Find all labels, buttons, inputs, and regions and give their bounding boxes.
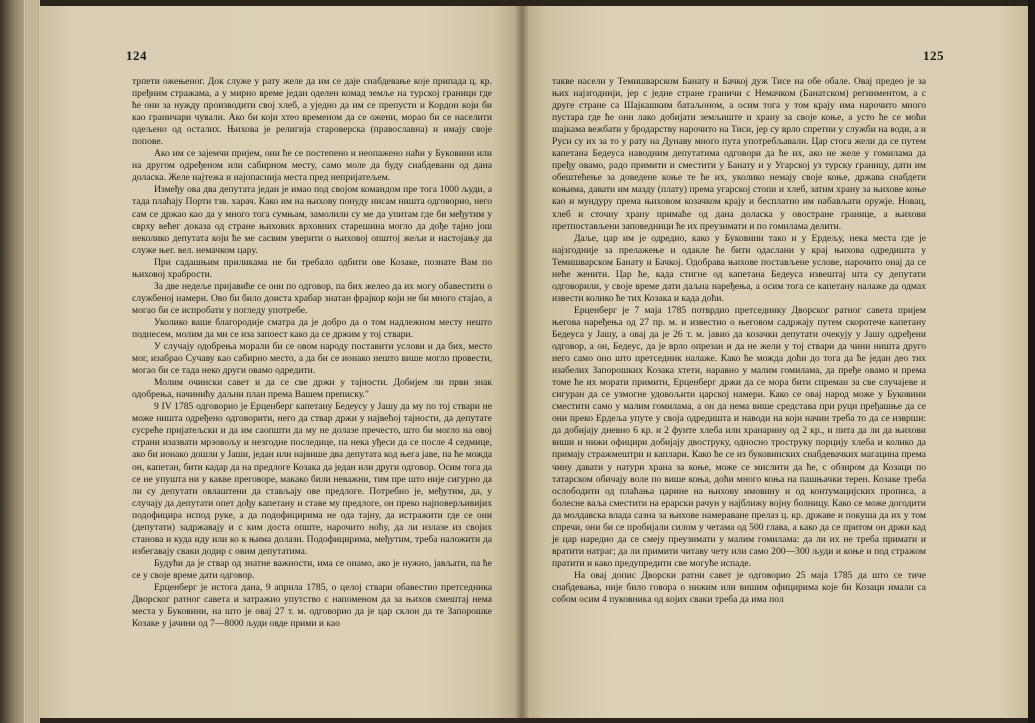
paragraph: Будући да је ствар од знатне важности, има се онамо, ако је нужно, јављати, па ће се у своје време дати одговор.	[132, 557, 492, 581]
paragraph: трпети ожењеног. Док служе у рату желе да им се даје снабдевање које припада ц. кр. пређним стражама, а у мирно време један оделен комад земље на турској граници где ће они за нужду производити свој хлеб, а уједно да им се препусти и Кордон који би као граничари чували. Ако би који хтео временом да се ожени, мораo би се населити одељено од осталих. Њихова је религија староверска (православна) и имају своје попове.	[132, 76, 492, 148]
left-page-number: 124	[126, 48, 147, 63]
paragraph: Ерценберг је истога дана, 9 априла 1785, о целој ствари обавестио претседника Дворског ратног савета и затражио упутство с напоменом да за њихов смештај нема места у Буковини, на што је овај 27 т. м. одговорио да је цар склон да те Запорошке Козаке у јачини од 7—8000 људи овде прими и као	[132, 581, 492, 630]
paragraph: Ако им се зајемчи пријем, они ће се постепено и неопажено наћи у Буковини или на другом одређеном или сабирном месту, само моле да буду снабдевани од дана доласка. Желе најтежа и најопаснија места пред непријатељем.	[132, 148, 492, 184]
background-edge	[1028, 0, 1035, 723]
paragraph: За две недеље пријавиће се они по одговор, па бих желео да их могу обавестити о службеној намери. Ово би било доиста храбар знатан фрајкор који не би много стајао, а могао би се испробати у погледу употребе.	[132, 280, 492, 316]
right-page	[522, 6, 1028, 718]
left-page-text	[132, 76, 492, 630]
left-page	[40, 6, 522, 718]
right-page-text	[552, 76, 926, 606]
paragraph: Између ова два депутата један је имао под својом командом пре тога 1000 људи, а тада плаћају Порти тзв. харач. Како им на њихову понуду нисам ништа одговорио, него сам се држао као да у много тога сумњам, замолили су ме да упитам где би међутим у сврху већег доказа од стране њихових врховних старешина могло да дође тајно још неколико депутата који ће ме сасвим уверити о њиховој општој жељи и настојању да служе њег. вел. немачком цару.	[132, 184, 492, 256]
paragraph: На овај допис Дворски ратни савет је одговорио 25 маја 1785 да што се тиче снабдевања, није било говора о нижим или вишим официрима које би Козаци имали са собом осим 4 пуковника од којих сваки треба да има пол	[552, 569, 926, 606]
paragraph: Молим очински савет и да се све држи у тајности. Добијем ли први знак одобрења, начинићу даљни план према Вашем преписку."	[132, 377, 492, 401]
paragraph: При садашњим приликама не би требало одбити ове Козаке, познате Вам по њиховој храбрости.	[132, 256, 492, 280]
book-gutter	[515, 6, 529, 718]
paragraph: такве насели у Темишварском Банату и Бачкој дуж Тисе на обе обале. Овај предео је за њих најзгоднији, јер с једне стране граничи с Немачком (Банатском) регинментом, а с друге стране са Шајкашким батаљоном, а осим тога у том крају има нарочито много пустара где ће они лако добијати земљиште и храну за своје коње, а усто ће се моћи шајкама вежбати у бродарству нарочито на Тиси, јер су врло спретни у служби на води, а и Руси су их за то у рату на Дунаву много пута употребљавали. Цар стога жели да се путем капетана Бедеуса наводним депутатима одговори да ће их, ако не желе у гомилама да пређу овамо, радо примити и сместити у Банату и у Угарској уз турску границу, дати им обештећење за доведене коње те ће их, уколико немају своје коње, држава снабдети коњима, давати им мазду (плату) према угарској стопи и хлеб, затим храну за њихове коње као и мундуру према њиховом козачком крају и бесплатно им набављати оружје. Новац, хлеб и сточну храну примаће од дана доласка у овостране границе, а њихови претпостављени заповедници ће их преузимати и по гомилама делити.	[552, 76, 926, 232]
paragraph: Уколико ваше благородије сматра да је добро да о том надлежном месту нешто поднесем, молим да ми се иза запоест како да се држим у тој ствари.	[132, 316, 492, 340]
paragraph: Даље, цар им је одредио, како у Буковини тако и у Ердељу, нека места где је најзгодније за прелажење и одакле ће бити одаслани у крај њихова одредишта у Темишварском Банату и Бачкој. Одобрава њихове постављене услове, нарочито онај да се неће женити. Цар ће, када стигне од капетана Бедеуса извештај шта су депутати одговорили, у своје време дати даљна наређења, а осим тога се капетану налаже да одмах извести колико ће тих Козака и када доћи.	[552, 232, 926, 304]
paragraph: Ерценберг је 7 маја 1785 потврдио претседнику Дворског ратног савета пријем његова наређења од 27 пр. м. и известио о његовом садржају путем скоротече капетану Бедеуса у Јашу, а овај да је 26 т. м. јавио да козачки депутати очекују у Јашу одређени одговор, а он, Бедеус, да је врло опрезан и да не жели у тој ствари да чини ништа друго него само оно што претседник налаже. Како ће можда доћи до тога да ће један део тих изабелих Запорошких Козака хтети, наравно у малим гомилама, да пређе овамо и према томе ће их морати примити, Ерценберг држи да се мора бити спреман за све случајеве и сигуран да се узмогне удовољити царској намери. Како се овај народ може у Буковини сместити само у малим гомилама, а он да нема више средстава при руци пређашње да се они преко Ердеља упуте у своја одредишта и наводи на који начин треба то да се изврши: да добијају дневно 6 кр. и 2 фунте хлеба или хранарину од 2 кр., и пита да ли да њихови виши и нижи официри добијају двоструку, односно троструку порцију хлеба и колико да примају стражмештри и каплари. Како ће се из буковинских снабдевачких магацина према чину давати у натури храна за коње, може се мислити да ће, с обзиром да Козаци по татарском обичају воле по више коња, доћи много коња на пашњачки терен. Козаке треба ослободити од плаћања царине на њихову имовину и од контумацијских пропиcа, а болесне ваља сместити на ерарски рачун у најближу војну болницу. Како се може догодити да молдавска влада сазна за њихове намераване прелаз ц. кр. државе и покуша да их у том спречи, они би се пробијали силом у четама од 500 глава, а како да се притом он држи кад је цар наредио да се смеју преузимати у малим гомилама: да ли их не треба примати и вратити натраг; да ли примити читаву чету или само 200—300 људи и коње и под стражом пратити и како предупредити све могуће испаде.	[552, 304, 926, 569]
right-page-number: 125	[923, 48, 944, 63]
stacked-page-edges	[0, 0, 40, 723]
paragraph: 9 IV 1785 одговорио је Ерценберг капетану Бедеусу у Јашу да му по тој ствари не може ништа одређено одговорити, него да ствар држи у највећој тајности, да депутате сусреће пријатељски и да им саопшти да му не долазе пречесто, што би могло на овој страни изазвати мрзовољу и незгодне последице, па нека уђеси да се после 4 седмице, ако би ионако дошли у Јаши, један или највише два депутата код њега јаве, па ће можда он, капетан, бити кадар да на предлоге Козака да један или други одговор. Осим тога да се не упушта ни у какве преговоре, макако били неважни, тим пре што није сигурно да ли су депутати овлаштени да стављају ове предлоге. Потребно је, међутим, да, у случају да депутати опет дођу капетану и ставе му предлоге, он преко најповерљивијих подофицира испод руке, а да подофицирима не ода тајну, да истражити где се они (депутати) задржавају и с ким доста опште, нарочито ноћу, да ли излазе из својих станова и куда иду или ко к њима долази. Подофицирима, међутим, треба наложити да избегавају сваки додир с овим депутатима.	[132, 401, 492, 557]
paragraph: У случају одобрења морали би се овом народу поставити услови и да бих, место мог, изабрао Сучаву као сабирно место, а да би се ионако нешто више могло провести, могао би се тада неко други овамо одредити.	[132, 341, 492, 377]
